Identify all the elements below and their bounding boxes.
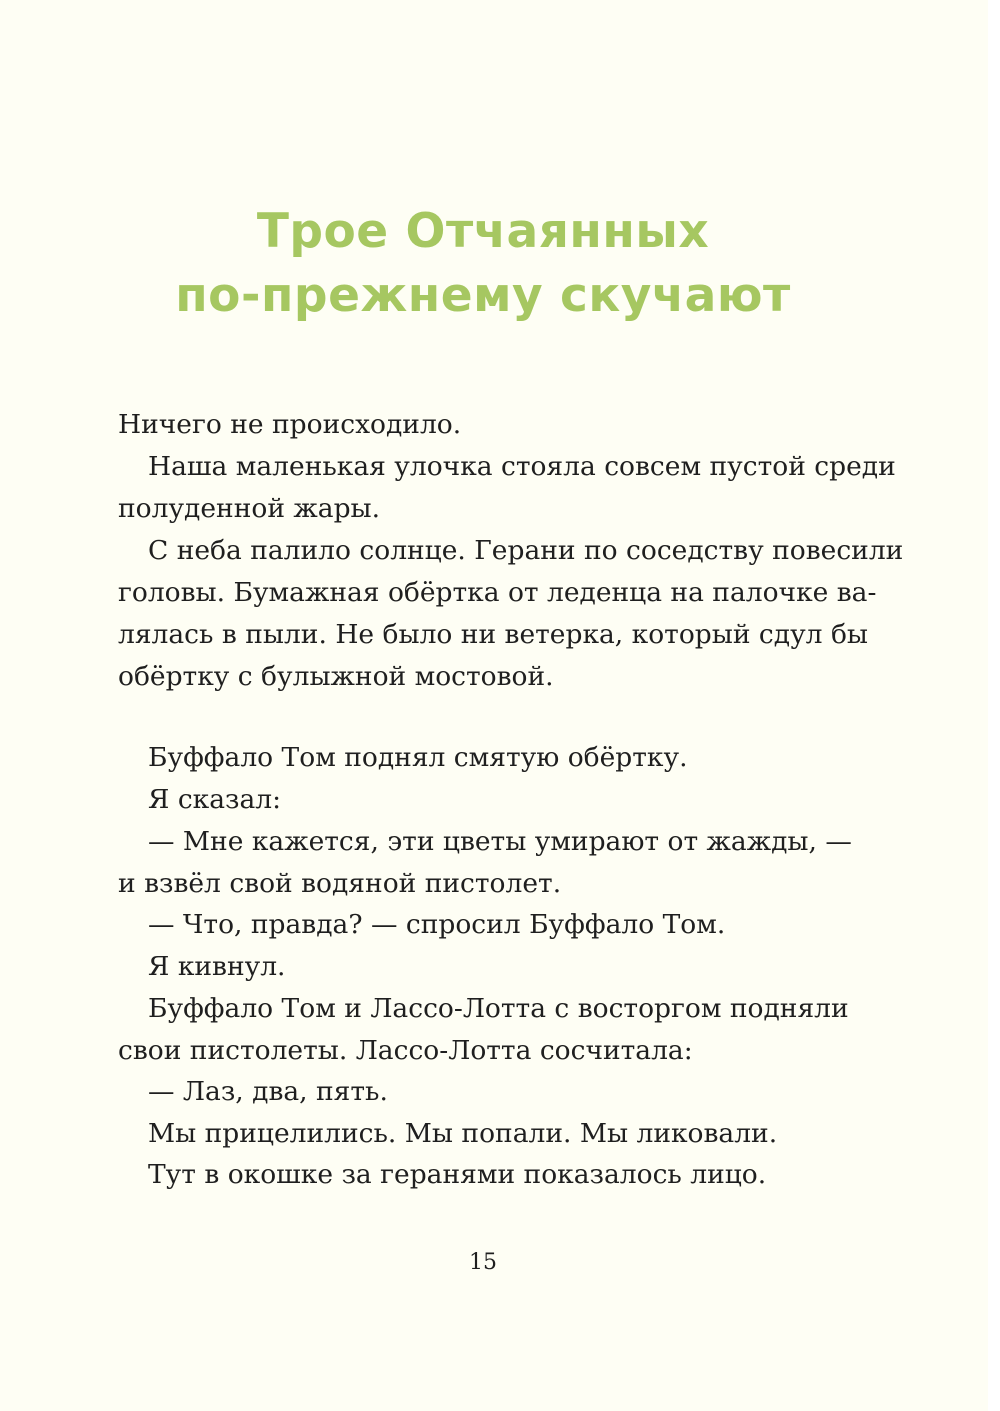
text-line: Ничего не происходило. xyxy=(118,409,462,440)
text-line: — Лаз, два, пять. xyxy=(148,1076,388,1107)
chapter-title-line-2: по-прежнему скучают xyxy=(175,268,791,323)
text-line: Я кивнул. xyxy=(148,951,286,982)
text-line: полуденной жары. xyxy=(118,493,381,524)
text-line: головы. Бумажная обёртка от леденца на палочке ва- xyxy=(118,577,877,608)
page-number: 15 xyxy=(469,1250,497,1275)
page-edge xyxy=(988,0,1000,1411)
text-line: Я сказал: xyxy=(148,784,282,815)
text-line: Тут в окошке за геранями показалось лицо. xyxy=(148,1159,767,1190)
text-line: и взвёл свой водяной пистолет. xyxy=(118,868,562,899)
text-line: лялась в пыли. Не было ни ветерка, который сдул бы xyxy=(118,619,868,650)
text-line: С неба палило солнце. Герани по соседству повесили xyxy=(148,535,904,566)
chapter-title-line-1: Трое Отчаянных xyxy=(256,204,710,259)
text-line: свои пистолеты. Лассо-Лотта сосчитала: xyxy=(118,1035,693,1066)
text-line: обёртку с булыжной мостовой. xyxy=(118,661,554,692)
text-line: — Мне кажется, эти цветы умирают от жажды, — xyxy=(148,826,852,857)
text-line: Наша маленькая улочка стояла совсем пустой среди xyxy=(148,451,896,482)
text-line: Буффало Том и Лассо-Лотта с восторгом подняли xyxy=(148,993,849,1024)
text-line: Мы прицелились. Мы попали. Мы ликовали. xyxy=(148,1118,778,1149)
text-line: Буффало Том поднял смятую обёртку. xyxy=(148,742,688,773)
text-line: — Что, правда? — спросил Буффало Том. xyxy=(148,909,726,940)
